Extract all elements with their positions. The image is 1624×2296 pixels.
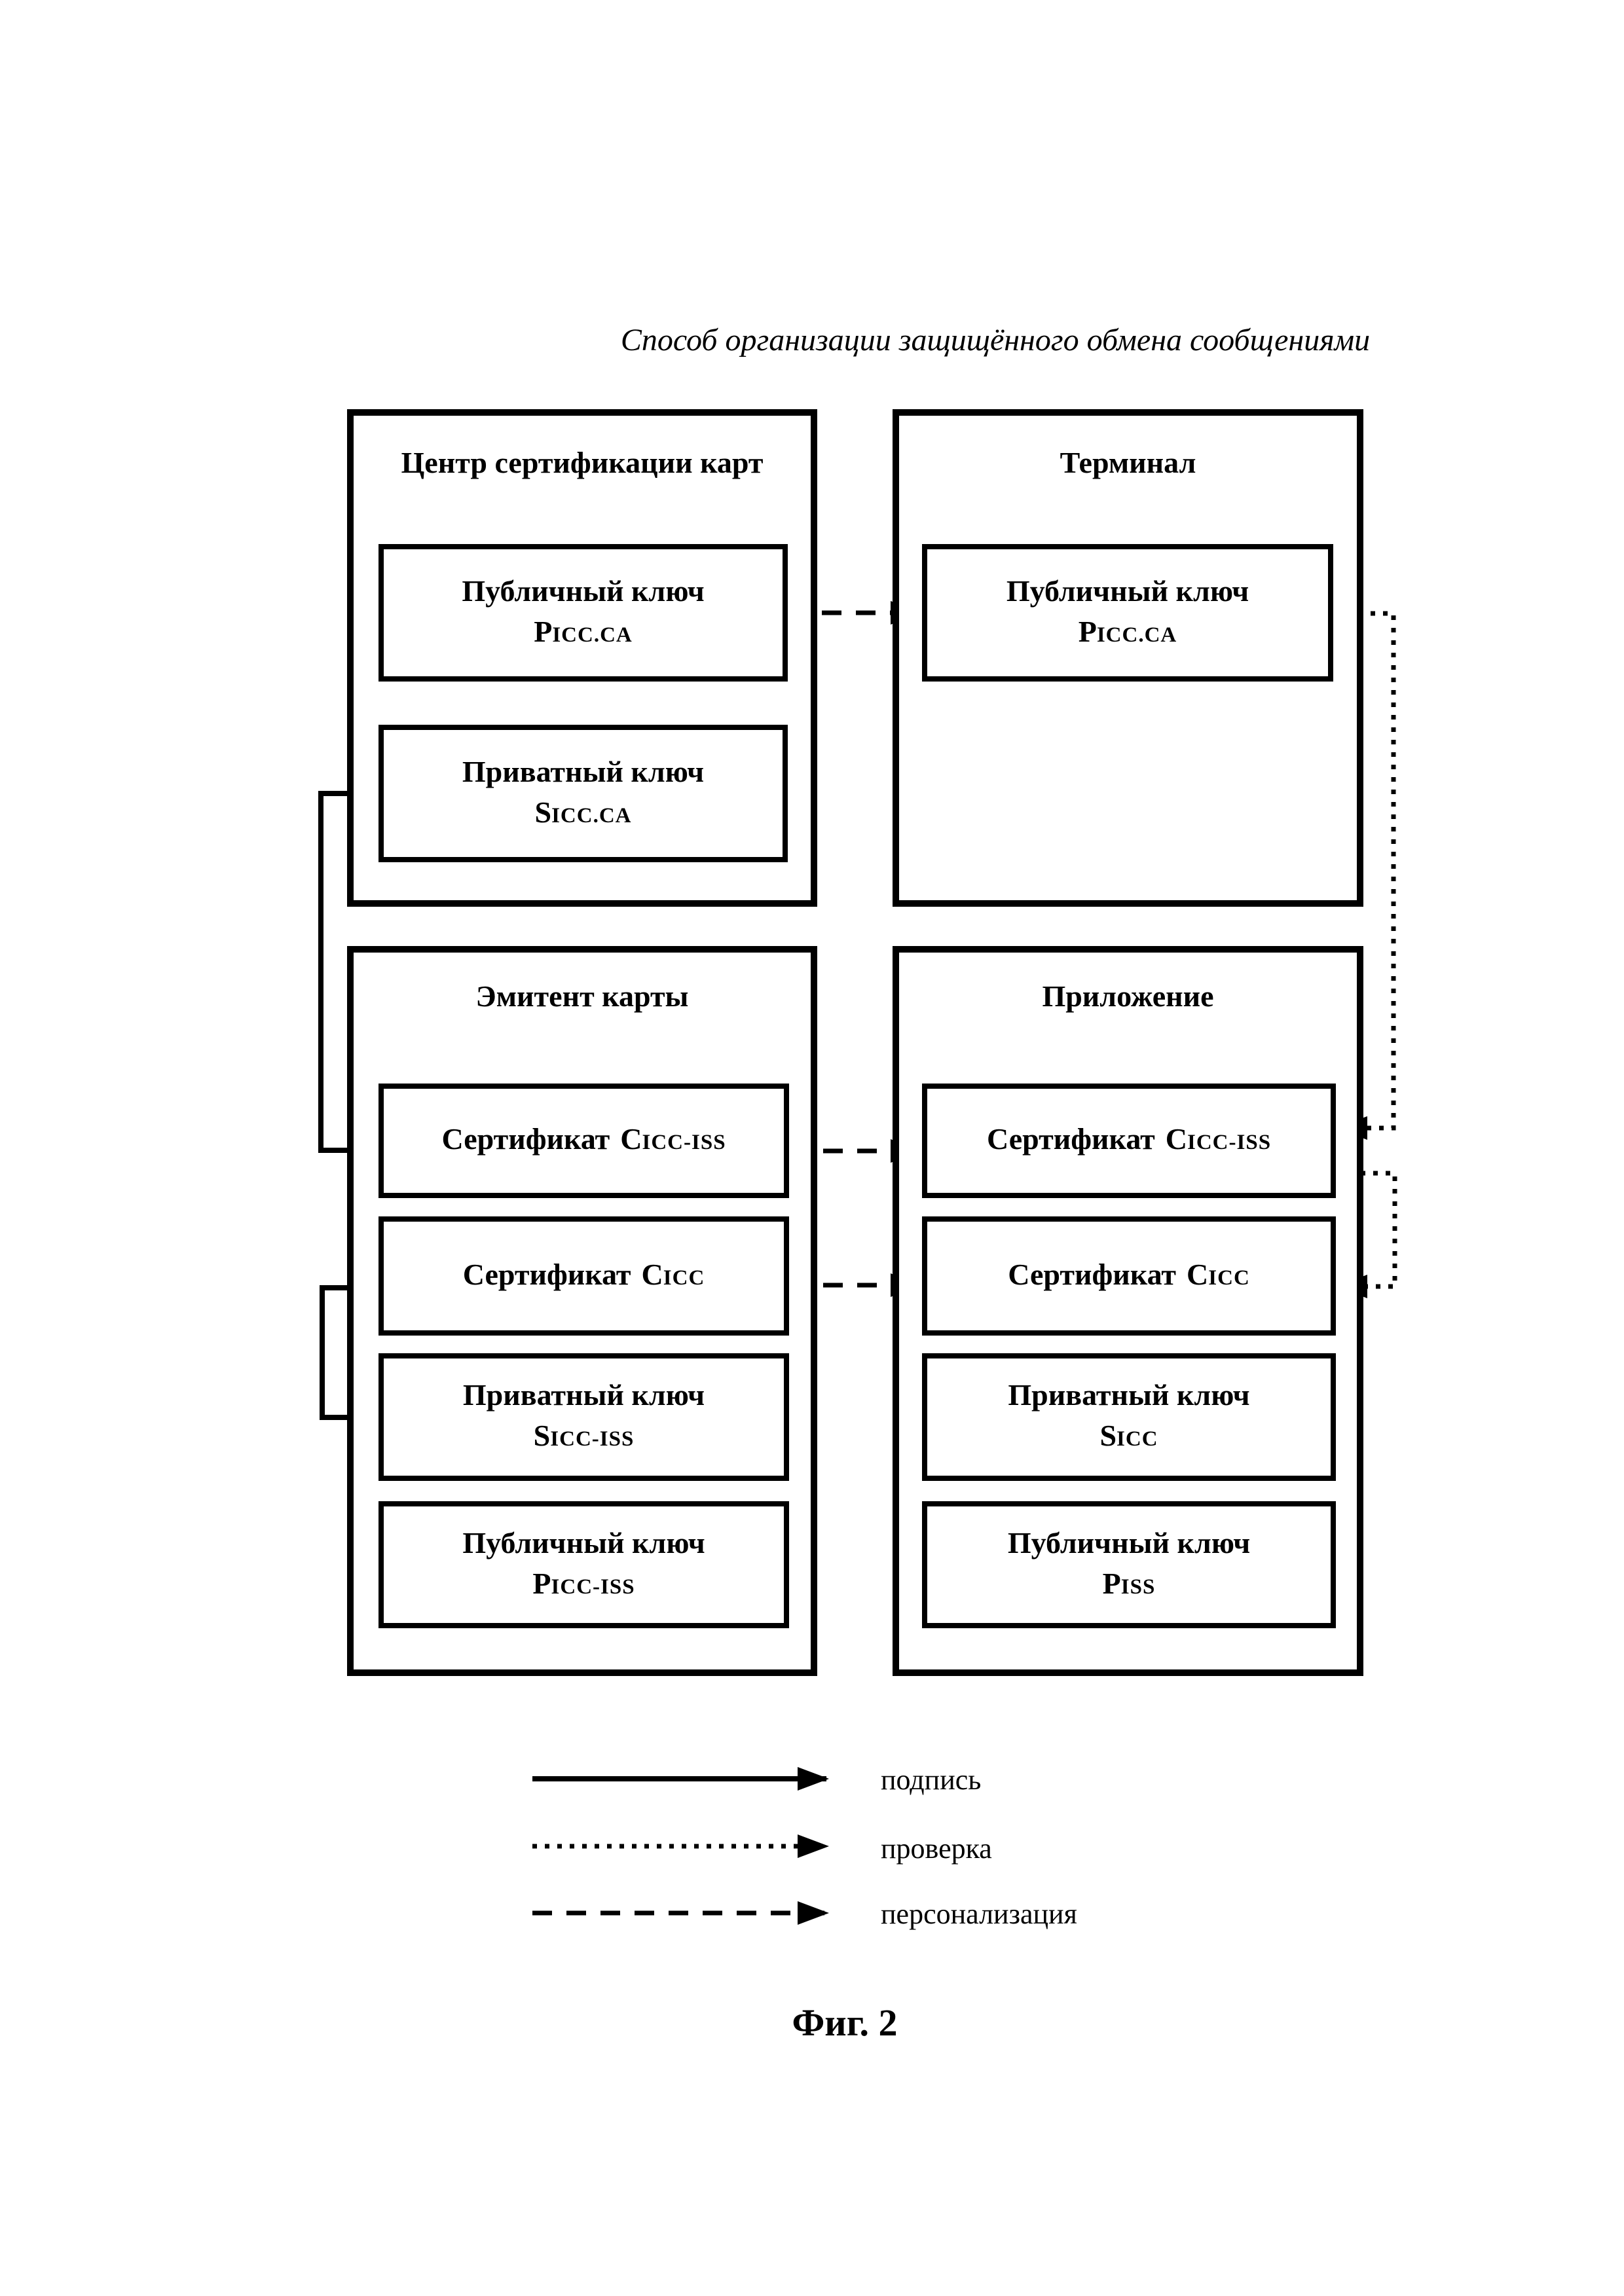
legend-label-signature: подпись (881, 1764, 982, 1796)
issuer-public-key-label: Публичный ключ (462, 1525, 705, 1559)
app-private-key-label: Приватный ключ (1008, 1378, 1250, 1412)
figure-title: Способ организации защищённого обмена сообщениями (620, 323, 1371, 357)
figure-caption: Фиг. 2 (792, 2001, 898, 2044)
ca-box-title: Центр сертификации карт (401, 446, 764, 479)
legend-label-verification: проверка (881, 1832, 992, 1865)
terminal-public-key-box (922, 544, 1333, 682)
ca-public-key-formula: PICC.CA (534, 614, 633, 648)
app-cert2-box (922, 1216, 1336, 1336)
ca-private-key-label: Приватный ключ (462, 754, 705, 788)
issuer-box-title: Эмитент карты (475, 979, 689, 1013)
issuer-cert2-box (378, 1216, 789, 1336)
legend-label-personalization: персонализация (881, 1898, 1077, 1930)
ca-public-key-label: Публичный ключ (462, 574, 705, 608)
app-cert1-text: Сертификат CICC-ISS (986, 1122, 1272, 1156)
issuer-cert1-box (378, 1084, 789, 1198)
issuer-public-key-formula: PICC-ISS (532, 1566, 635, 1600)
ca-private-key-formula: SICC.CA (534, 795, 632, 829)
terminal-public-key-formula: PICC.CA (1078, 614, 1177, 648)
app-public-key-label: Публичный ключ (1007, 1525, 1251, 1559)
issuer-cert2-text: Сертификат CICC (462, 1257, 705, 1291)
issuer-public-key-box (378, 1501, 789, 1628)
app-private-key-formula: SICC (1099, 1419, 1158, 1452)
app-cert2-text: Сертификат CICC (1008, 1257, 1250, 1291)
ca-public-key-box (378, 544, 788, 682)
app-cert1-box (922, 1084, 1336, 1198)
ca-private-key-box (378, 725, 788, 862)
issuer-private-key-label: Приватный ключ (462, 1378, 705, 1412)
terminal-box-title: Терминал (1060, 446, 1196, 479)
app-box-title: Приложение (1042, 979, 1214, 1013)
issuer-cert1-text: Сертификат CICC-ISS (441, 1122, 726, 1156)
app-private-key-box (922, 1353, 1336, 1481)
issuer-private-key-box (378, 1353, 789, 1481)
issuer-private-key-formula: SICC-ISS (533, 1419, 635, 1452)
terminal-public-key-label: Публичный ключ (1006, 574, 1249, 608)
app-public-key-formula: PISS (1102, 1566, 1156, 1600)
app-public-key-box (922, 1501, 1336, 1628)
